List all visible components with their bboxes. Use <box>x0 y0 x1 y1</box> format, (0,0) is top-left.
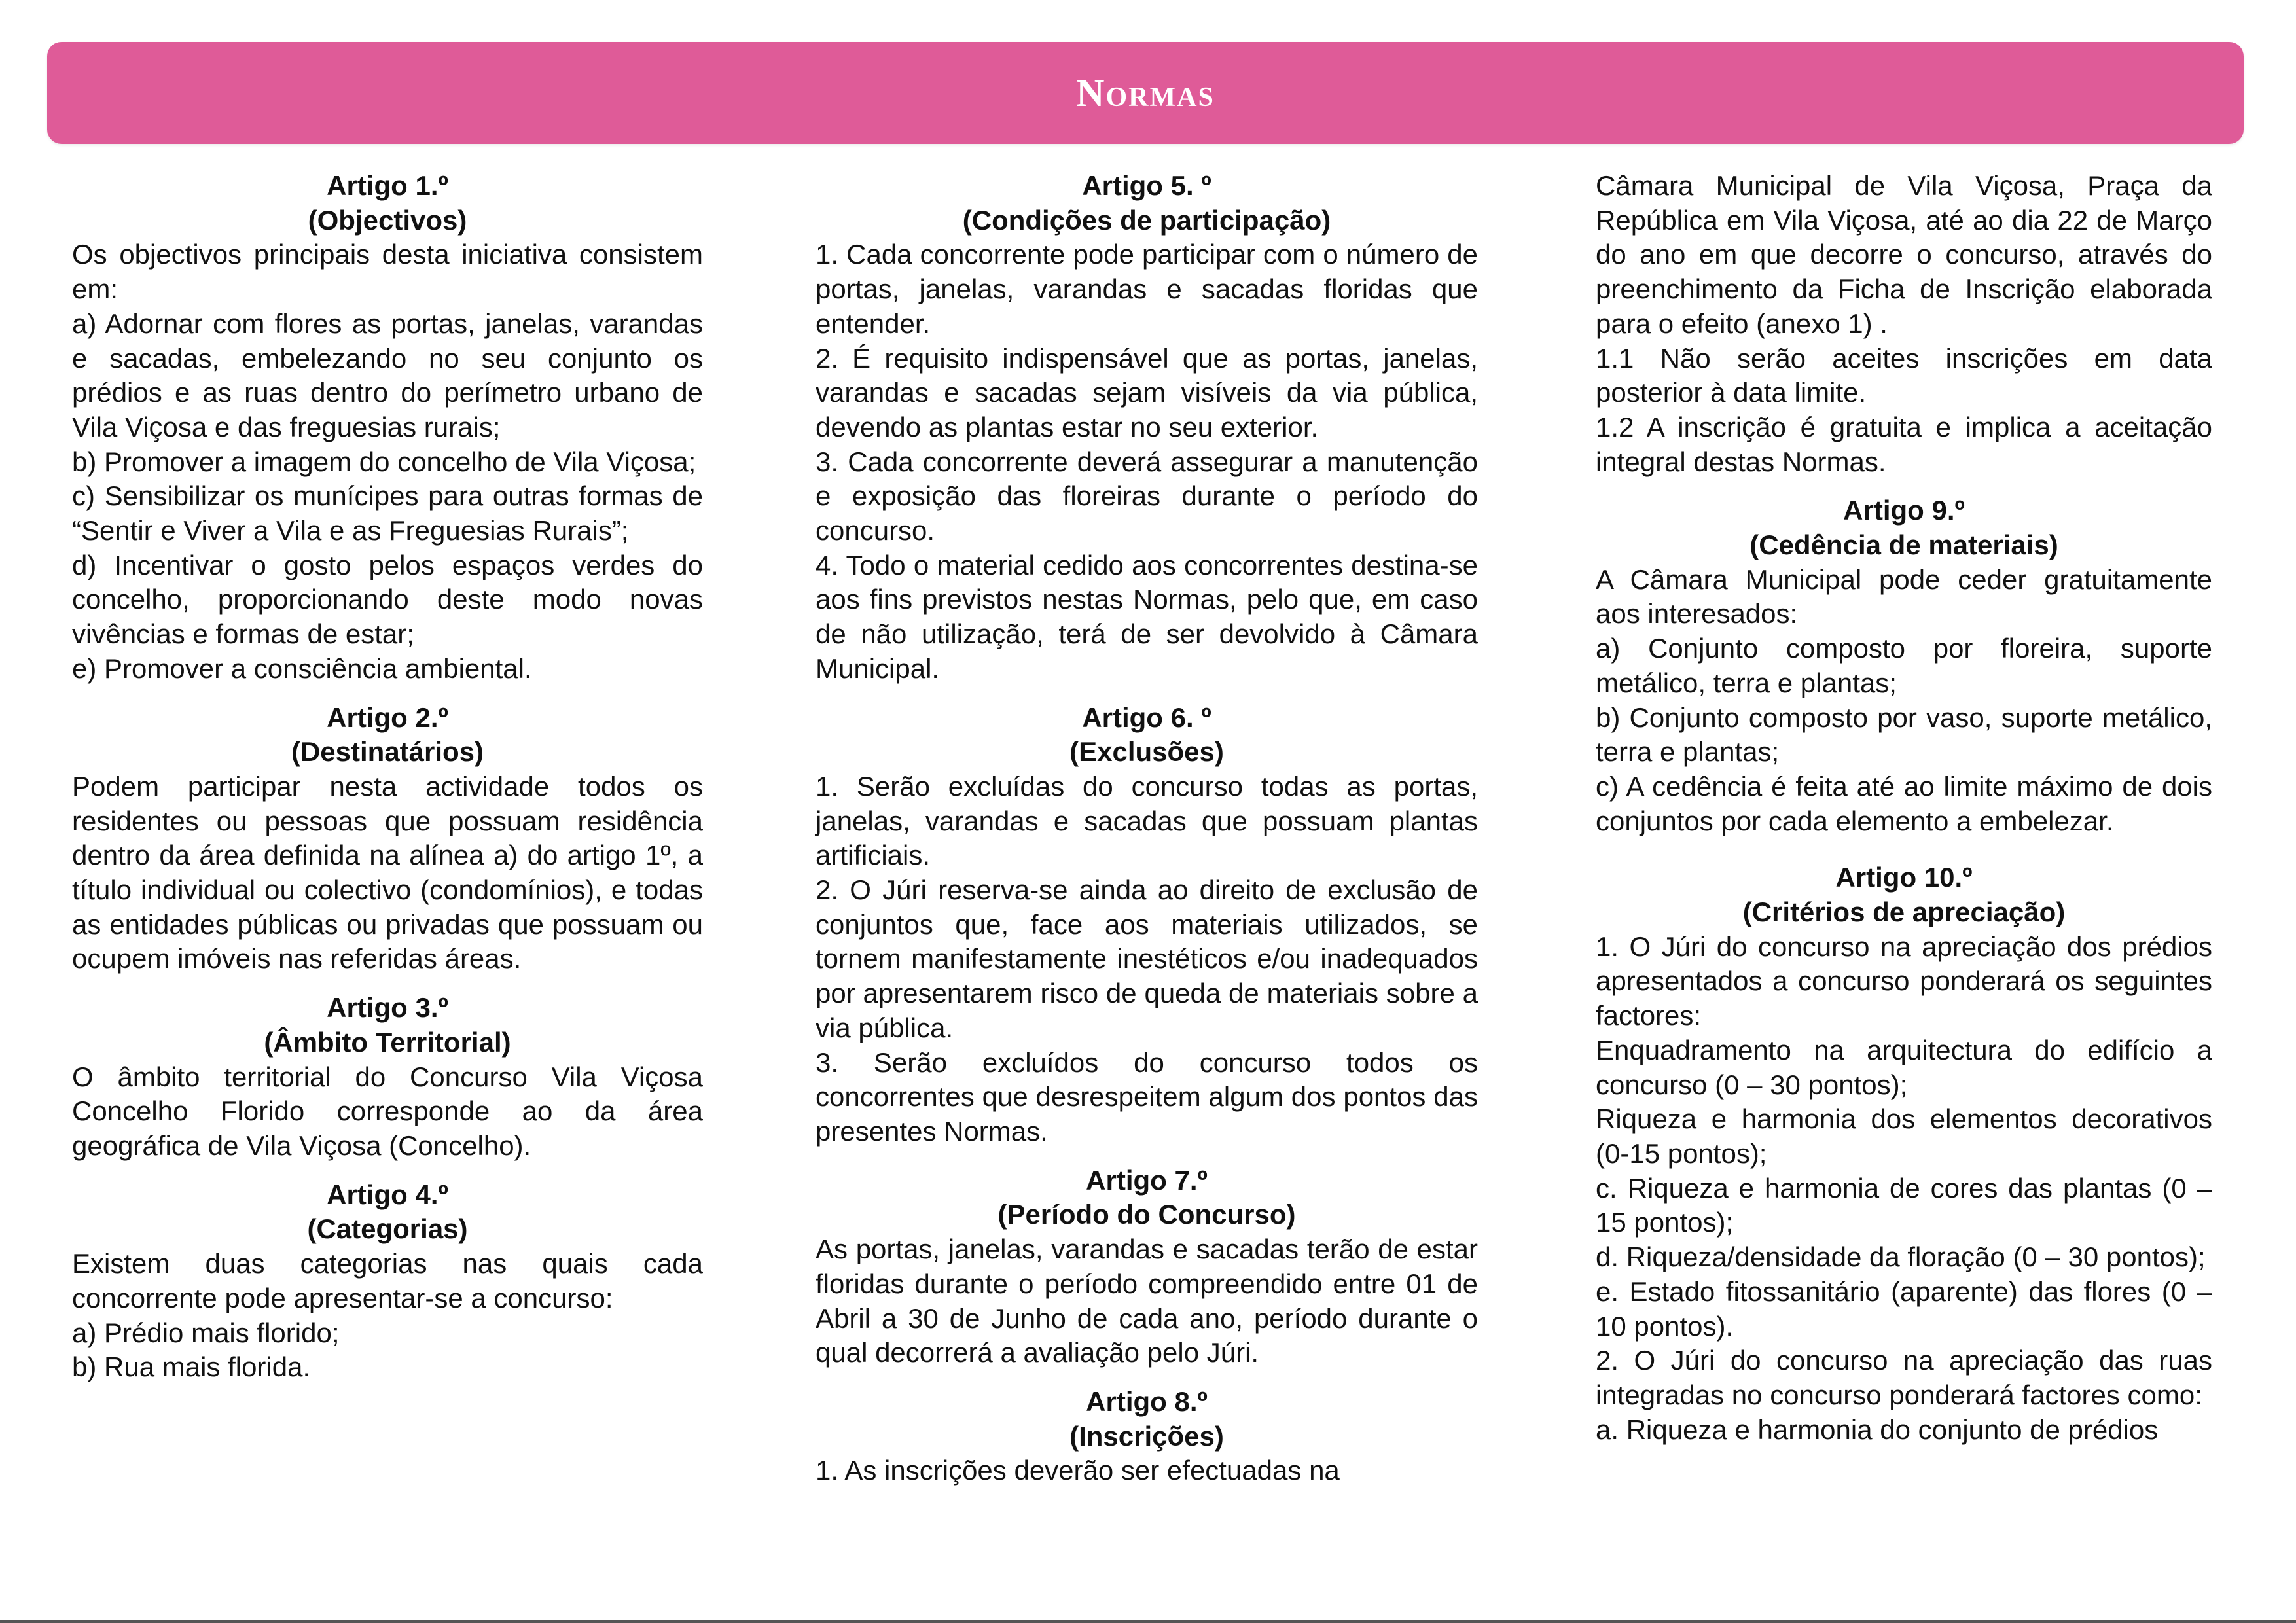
article-paragraph: c) A cedência é feita até ao limite máximo de dois conjuntos por cada elemento a embelezar. <box>1596 770 2212 836</box>
article-6 <box>816 701 1478 1149</box>
article-paragraph: Existem duas categorias nas quais cada concorrente pode apresentar-se a concurso: <box>72 1248 703 1313</box>
article-subtitle: (Cedência de materiais) <box>1749 529 2058 561</box>
article-paragraph: Câmara Municipal de Vila Viçosa, Praça da República em Vila Viçosa, até ao dia 22 de Março do ano em que decorre o concurso, através do preenchimento da Ficha de Inscrição elaborada para o efeito (anexo 1) . <box>1596 170 2212 339</box>
header-banner <box>47 42 2244 144</box>
article-title: Artigo 6. º <box>1082 702 1211 733</box>
article-3 <box>72 991 703 1164</box>
article-8-continued <box>1596 169 2212 479</box>
article-paragraph: d) Incentivar o gosto pelos espaços verdes do concelho, proporcionando deste modo novas vivências e formas de estar; <box>72 549 703 650</box>
article-title: Artigo 2.º <box>327 702 448 733</box>
article-10 <box>1596 861 2212 1447</box>
article-paragraph: Os objectivos principais desta iniciativa consistem em: <box>72 239 703 305</box>
article-paragraph: As portas, janelas, varandas e sacadas terão de estar floridas durante o período compreendido entre 01 de Abril a 30 de Junho de cada ano, período durante o qual decorrerá a avaliação pelo Júri. <box>816 1234 1478 1368</box>
article-title: Artigo 9.º <box>1843 495 1965 526</box>
column-3 <box>1596 169 2212 1447</box>
article-title: Artigo 5. º <box>1082 170 1211 201</box>
article-paragraph: 1.2 A inscrição é gratuita e implica a aceitação integral destas Normas. <box>1596 411 2212 477</box>
article-paragraph: b) Promover a imagem do concelho de Vila Viçosa; <box>72 446 696 477</box>
article-paragraph: 2. O Júri reserva-se ainda ao direito de exclusão de conjuntos que, face aos materiais utilizados, se tornem manifestamente inestéticos e/ou inadequados por apresentarem risco de queda de materiais sobre a via pública. <box>816 874 1478 1043</box>
page-title: Normas <box>1076 71 1215 115</box>
article-paragraph: c. Riqueza e harmonia de cores das plantas (0 – 15 pontos); <box>1596 1172 2212 1238</box>
article-paragraph: 2. O Júri do concurso na apreciação das ruas integradas no concurso ponderará factores como: <box>1596 1345 2212 1410</box>
article-paragraph: A Câmara Municipal pode ceder gratuitamente aos interesados: <box>1596 563 2212 630</box>
article-paragraph: a. Riqueza e harmonia do conjunto de prédios <box>1596 1414 2159 1445</box>
page-bottom-border <box>0 1620 2296 1623</box>
article-title: Artigo 7.º <box>1086 1164 1208 1196</box>
article-title: Artigo 8.º <box>1086 1385 1208 1417</box>
article-subtitle: (Exclusões) <box>1069 736 1224 768</box>
article-paragraph: 3. Cada concorrente deverá assegurar a manutenção e exposição das floreiras durante o período do concurso. <box>816 446 1478 546</box>
article-7 <box>816 1164 1478 1370</box>
article-paragraph: 3. Serão excluídos do concurso todos os concorrentes que desrespeitem algum dos pontos das presentes Normas. <box>816 1046 1478 1147</box>
article-title: Artigo 3.º <box>327 992 448 1024</box>
article-subtitle: (Âmbito Territorial) <box>264 1026 511 1058</box>
article-subtitle: (Objectivos) <box>308 204 467 236</box>
article-title: Artigo 10.º <box>1835 862 1973 893</box>
article-paragraph: 1. As inscrições deverão ser efectuadas na <box>816 1455 1340 1486</box>
article-8 <box>816 1385 1478 1488</box>
article-title: Artigo 1.º <box>327 170 448 201</box>
article-subtitle: (Destinatários) <box>291 736 484 768</box>
article-subtitle: (Período do Concurso) <box>997 1199 1296 1230</box>
article-paragraph: 1. Serão excluídas do concurso todas as portas, janelas, varandas e sacadas que possuam plantas artificiais. <box>816 770 1478 871</box>
article-subtitle: (Categorias) <box>307 1213 468 1245</box>
article-paragraph: Riqueza e harmonia dos elementos decorativos (0-15 pontos); <box>1596 1103 2212 1169</box>
article-paragraph: Podem participar nesta actividade todos os residentes ou pessoas que possuam residência dentro da área definida na alínea a) do artigo 1º, a título individual ou colectivo (condomínios), e todas as entidades públicas ou privadas que possuam ou ocupem imóveis nas referidas áreas. <box>72 770 703 974</box>
article-paragraph: 1. Cada concorrente pode participar com o número de portas, janelas, varandas e sacadas floridas que entender. <box>816 239 1478 339</box>
article-9 <box>1596 493 2212 838</box>
article-paragraph: e) Promover a consciência ambiental. <box>72 652 532 684</box>
article-5 <box>816 169 1478 687</box>
article-paragraph: Enquadramento na arquitectura do edifício a concurso (0 – 30 pontos); <box>1596 1034 2212 1100</box>
article-paragraph: 2. É requisito indispensável que as portas, janelas, varandas e sacadas sejam visíveis da via pública, devendo as plantas estar no seu exterior. <box>816 342 1478 442</box>
article-paragraph: c) Sensibilizar os munícipes para outras formas de “Sentir e Viver a Vila e as Freguesias Rurais”; <box>72 480 703 546</box>
article-2 <box>72 701 703 977</box>
column-1 <box>72 169 703 1385</box>
article-paragraph: O âmbito territorial do Concurso Vila Viçosa Concelho Florido corresponde ao da área geográfica de Vila Viçosa (Concelho). <box>72 1061 703 1161</box>
article-paragraph: a) Prédio mais florido; <box>72 1317 340 1348</box>
article-paragraph: a) Conjunto composto por floreira, suporte metálico, terra e plantas; <box>1596 633 2212 698</box>
article-paragraph: 1. O Júri do concurso na apreciação dos prédios apresentados a concurso ponderará os seguintes factores: <box>1596 931 2212 1031</box>
article-paragraph: 1.1 Não serão aceites inscrições em data posterior à data limite. <box>1596 342 2212 408</box>
article-paragraph: 4. Todo o material cedido aos concorrentes destina-se aos fins previstos nestas Normas, pelo que, em caso de não utilização, terá de ser devolvido à Câmara Municipal. <box>816 549 1478 684</box>
article-subtitle: (Critérios de apreciação) <box>1742 897 2066 928</box>
article-paragraph: e. Estado fitossanitário (aparente) das flores (0 – 10 pontos). <box>1596 1275 2212 1342</box>
article-subtitle: (Inscrições) <box>1069 1420 1224 1452</box>
article-paragraph: b) Conjunto composto por vaso, suporte metálico, terra e plantas; <box>1596 702 2212 768</box>
column-2 <box>816 169 1478 1488</box>
article-paragraph: b) Rua mais florida. <box>72 1351 311 1383</box>
article-title: Artigo 4.º <box>327 1179 448 1210</box>
article-1 <box>72 169 703 687</box>
article-paragraph: a) Adornar com flores as portas, janelas, varandas e sacadas, embelezando no seu conjunto os prédios e as ruas dentro do perímetro urbano de Vila Viçosa e das freguesias rurais; <box>72 308 703 442</box>
article-paragraph: d. Riqueza/densidade da floração (0 – 30 pontos); <box>1596 1241 2206 1273</box>
article-subtitle: (Condições de participação) <box>962 204 1331 236</box>
article-4 <box>72 1178 703 1385</box>
